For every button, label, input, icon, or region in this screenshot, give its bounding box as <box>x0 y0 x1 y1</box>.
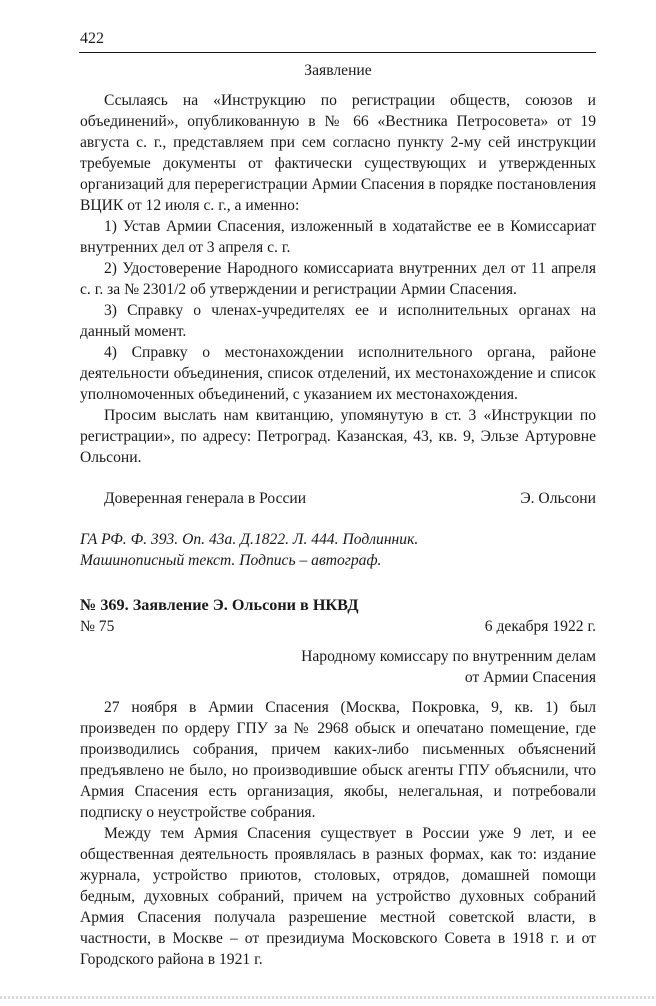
addressee-line: Народному комиссару по внутренним делам <box>301 648 596 665</box>
spacer <box>80 509 596 529</box>
page-content <box>80 60 596 970</box>
addressee-sender: от Армии Спасения <box>464 669 596 686</box>
header-rule <box>79 52 596 53</box>
document-date: 6 декабря 1922 г. <box>484 618 596 635</box>
document-number: № 75 <box>80 618 115 635</box>
signature-name: Э. Ольсони <box>520 490 596 507</box>
statement-paragraph: 1) Устав Армии Спасения, изложенный в ходатайстве ее в Комиссариат внутренних дел от 3 апреля с. г. <box>80 218 596 256</box>
signature-title: Доверенная генерала в России <box>104 490 307 507</box>
statement-title: Заявление <box>304 62 372 79</box>
document-paragraph: Между тем Армия Спасения существует в России уже 9 лет, и ее общественная деятельность проявлялась в разных формах, как то: издание журнала, устройство приютов, столовых, отрядов, домашней помощи бедным, духовных собраний, причем на устройство духовных собраний Армия Спасения получала разрешение местной советской власти, в частности, в Москве – от президиума Московского Совета в 1918 г. и от Городского района в 1921 г. <box>80 825 596 968</box>
statement-paragraph: Просим выслать нам квитанцию, упомянутую в ст. 3 «Инструкции по регистрации», по адресу: Петроград. Казанская, 43, кв. 9, Эльзе Артуровне Ольсони. <box>80 407 596 466</box>
document-heading: № 369. Заявление Э. Ольсони в НКВД <box>80 596 359 614</box>
archive-reference: ГА РФ. Ф. 393. Оп. 43а. Д.1822. Л. 444. Подлинник. <box>80 531 419 548</box>
archive-reference-note: Машинописный текст. Подпись – автограф. <box>80 552 382 569</box>
page-number: 422 <box>80 30 104 47</box>
statement-paragraph: 4) Справку о местонахождении исполнительного органа, районе деятельности объединения, список отделений, их местонахождение и список уполномоченных объединений, с указанием их местонахождения. <box>80 344 596 403</box>
spacer <box>80 81 596 90</box>
statement-paragraph: 3) Справку о членах-учредителях ее и исполнительных органах на данный момент. <box>80 302 596 340</box>
document-paragraph: 27 ноября в Армии Спасения (Москва, Покровка, 9, кв. 1) был произведен по ордеру ГПУ за № 2968 обыск и опечатано помещение, где производились собрания, причем каких-либо письменных объяснений предъявлено не было, но производившие обыск агенты ГПУ объяснили, что Армия Спасения есть организация, якобы, нелегальная, и потребовали подписку о неустройстве собрания. <box>80 699 596 821</box>
spacer <box>80 468 596 488</box>
spacer <box>80 637 596 646</box>
statement-paragraph: 2) Удостоверение Народного комиссариата внутренних дел от 11 апреля с. г. за № 2301/2 об утверждении и регистрации Армии Спасения. <box>80 260 596 298</box>
number-date-row <box>80 616 596 637</box>
signature-row <box>80 488 596 509</box>
statement-paragraph: Ссылаясь на «Инструкцию по регистрации обществ, союзов и объединений», опубликованную в № 66 «Вестника Петросовета» от 19 августа с. г., представляем при сем согласно пункту 2-му сей инструкции требуемые документы от фактически существующих и утвержденных организаций для перерегистрации Армии Спасения в порядке постановления ВЦИК от 12 июля с. г., а именно: <box>80 92 596 214</box>
spacer <box>80 688 596 697</box>
scan-edge <box>0 996 656 999</box>
spacer <box>80 571 596 595</box>
